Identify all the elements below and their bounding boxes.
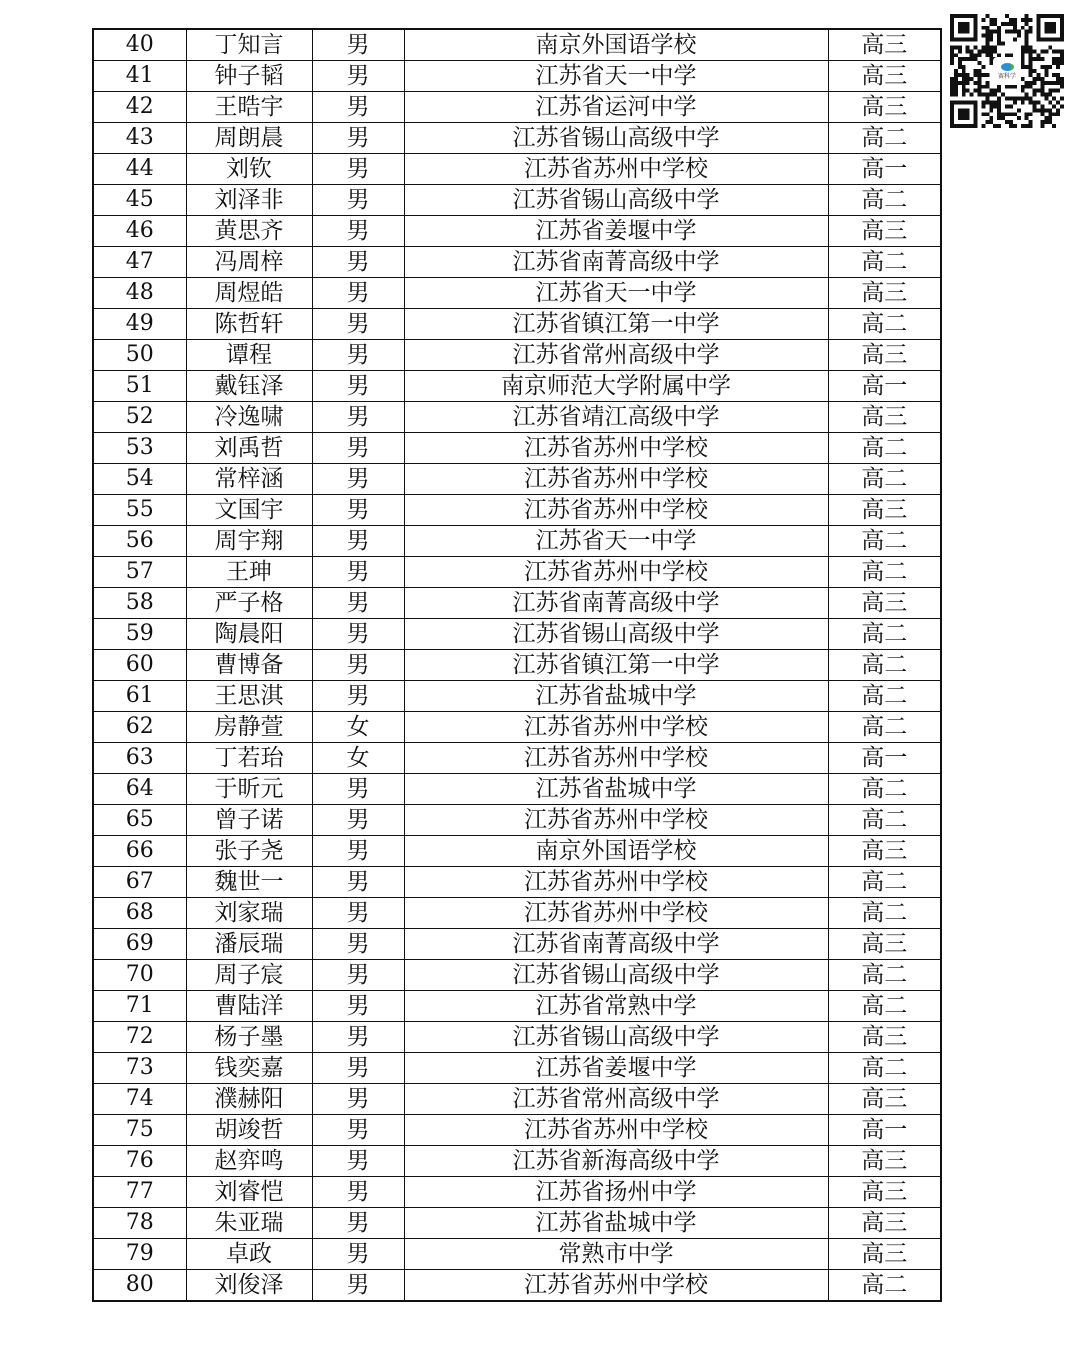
grade-cell: 高三 xyxy=(828,1084,941,1115)
number-cell: 59 xyxy=(93,619,186,650)
gender-cell: 男 xyxy=(312,1022,404,1053)
table-row xyxy=(93,123,941,154)
school-cell: 江苏省苏州中学校 xyxy=(404,712,828,743)
name-cell: 陈哲轩 xyxy=(186,309,312,340)
table-row xyxy=(93,495,941,526)
name-cell: 丁若珆 xyxy=(186,743,312,774)
gender-cell: 男 xyxy=(312,278,404,309)
grade-cell: 高二 xyxy=(828,712,941,743)
grade-cell: 高二 xyxy=(828,960,941,991)
name-cell: 于昕元 xyxy=(186,774,312,805)
gender-cell: 男 xyxy=(312,1146,404,1177)
gender-cell: 男 xyxy=(312,1239,404,1270)
gender-cell: 男 xyxy=(312,123,404,154)
grade-cell: 高三 xyxy=(828,1146,941,1177)
name-cell: 刘睿恺 xyxy=(186,1177,312,1208)
grade-cell: 高二 xyxy=(828,619,941,650)
gender-cell: 男 xyxy=(312,681,404,712)
school-cell: 江苏省镇江第一中学 xyxy=(404,309,828,340)
name-cell: 魏世一 xyxy=(186,867,312,898)
school-cell: 江苏省南菁高级中学 xyxy=(404,588,828,619)
grade-cell: 高三 xyxy=(828,340,941,371)
name-cell: 刘泽非 xyxy=(186,185,312,216)
grade-cell: 高一 xyxy=(828,743,941,774)
number-cell: 72 xyxy=(93,1022,186,1053)
number-cell: 44 xyxy=(93,154,186,185)
number-cell: 75 xyxy=(93,1115,186,1146)
table-row xyxy=(93,309,941,340)
school-cell: 江苏省天一中学 xyxy=(404,526,828,557)
grade-cell: 高二 xyxy=(828,1053,941,1084)
number-cell: 66 xyxy=(93,836,186,867)
name-cell: 文国宇 xyxy=(186,495,312,526)
name-cell: 朱亚瑞 xyxy=(186,1208,312,1239)
name-cell: 冷逸啸 xyxy=(186,402,312,433)
name-cell: 王思淇 xyxy=(186,681,312,712)
table-row xyxy=(93,960,941,991)
table-row xyxy=(93,29,941,61)
name-cell: 丁知言 xyxy=(186,29,312,61)
table-row xyxy=(93,712,941,743)
grade-cell: 高一 xyxy=(828,371,941,402)
gender-cell: 男 xyxy=(312,29,404,61)
name-cell: 王珅 xyxy=(186,557,312,588)
grade-cell: 高三 xyxy=(828,402,941,433)
gender-cell: 男 xyxy=(312,557,404,588)
number-cell: 80 xyxy=(93,1270,186,1302)
gender-cell: 男 xyxy=(312,1115,404,1146)
table-row xyxy=(93,185,941,216)
name-cell: 黄思齐 xyxy=(186,216,312,247)
grade-cell: 高二 xyxy=(828,247,941,278)
number-cell: 47 xyxy=(93,247,186,278)
table-row xyxy=(93,805,941,836)
name-cell: 周朗晨 xyxy=(186,123,312,154)
table-row xyxy=(93,557,941,588)
school-cell: 江苏省常州高级中学 xyxy=(404,1084,828,1115)
number-cell: 45 xyxy=(93,185,186,216)
name-cell: 濮赫阳 xyxy=(186,1084,312,1115)
number-cell: 40 xyxy=(93,29,186,61)
grade-cell: 高二 xyxy=(828,464,941,495)
table-row xyxy=(93,526,941,557)
gender-cell: 女 xyxy=(312,712,404,743)
number-cell: 77 xyxy=(93,1177,186,1208)
number-cell: 46 xyxy=(93,216,186,247)
number-cell: 42 xyxy=(93,92,186,123)
name-cell: 赵弈鸣 xyxy=(186,1146,312,1177)
school-cell: 江苏省姜堰中学 xyxy=(404,216,828,247)
number-cell: 67 xyxy=(93,867,186,898)
number-cell: 57 xyxy=(93,557,186,588)
gender-cell: 男 xyxy=(312,805,404,836)
number-cell: 63 xyxy=(93,743,186,774)
number-cell: 78 xyxy=(93,1208,186,1239)
number-cell: 54 xyxy=(93,464,186,495)
gender-cell: 男 xyxy=(312,774,404,805)
table-row xyxy=(93,774,941,805)
brand-logo-icon xyxy=(1001,63,1014,71)
qr-badge xyxy=(993,57,1021,85)
table-row xyxy=(93,1053,941,1084)
grade-cell: 高一 xyxy=(828,154,941,185)
table-row xyxy=(93,1270,941,1302)
number-cell: 61 xyxy=(93,681,186,712)
number-cell: 43 xyxy=(93,123,186,154)
gender-cell: 男 xyxy=(312,898,404,929)
gender-cell: 男 xyxy=(312,402,404,433)
number-cell: 56 xyxy=(93,526,186,557)
grade-cell: 高三 xyxy=(828,278,941,309)
table-row xyxy=(93,743,941,774)
number-cell: 58 xyxy=(93,588,186,619)
gender-cell: 男 xyxy=(312,495,404,526)
number-cell: 51 xyxy=(93,371,186,402)
gender-cell: 男 xyxy=(312,1084,404,1115)
grade-cell: 高二 xyxy=(828,123,941,154)
grade-cell: 高二 xyxy=(828,805,941,836)
table-row xyxy=(93,278,941,309)
table-row xyxy=(93,619,941,650)
school-cell: 江苏省苏州中学校 xyxy=(404,495,828,526)
grade-cell: 高三 xyxy=(828,92,941,123)
school-cell: 江苏省苏州中学校 xyxy=(404,1270,828,1302)
name-cell: 曹陆洋 xyxy=(186,991,312,1022)
number-cell: 49 xyxy=(93,309,186,340)
gender-cell: 男 xyxy=(312,340,404,371)
number-cell: 50 xyxy=(93,340,186,371)
gender-cell: 男 xyxy=(312,1177,404,1208)
grade-cell: 高二 xyxy=(828,898,941,929)
gender-cell: 男 xyxy=(312,92,404,123)
school-cell: 江苏省苏州中学校 xyxy=(404,805,828,836)
name-cell: 胡竣哲 xyxy=(186,1115,312,1146)
name-cell: 谭程 xyxy=(186,340,312,371)
school-cell: 江苏省苏州中学校 xyxy=(404,743,828,774)
number-cell: 64 xyxy=(93,774,186,805)
table-row xyxy=(93,340,941,371)
grade-cell: 高二 xyxy=(828,309,941,340)
school-cell: 江苏省运河中学 xyxy=(404,92,828,123)
name-cell: 刘家瑞 xyxy=(186,898,312,929)
table-row xyxy=(93,154,941,185)
school-cell: 江苏省新海高级中学 xyxy=(404,1146,828,1177)
school-cell: 江苏省常州高级中学 xyxy=(404,340,828,371)
school-cell: 江苏省南菁高级中学 xyxy=(404,247,828,278)
school-cell: 江苏省苏州中学校 xyxy=(404,1115,828,1146)
name-cell: 刘钦 xyxy=(186,154,312,185)
table-row xyxy=(93,1177,941,1208)
school-cell: 江苏省盐城中学 xyxy=(404,1208,828,1239)
name-cell: 冯周梓 xyxy=(186,247,312,278)
table-row xyxy=(93,1239,941,1270)
gender-cell: 女 xyxy=(312,743,404,774)
grade-cell: 高二 xyxy=(828,991,941,1022)
name-cell: 杨子墨 xyxy=(186,1022,312,1053)
school-cell: 江苏省苏州中学校 xyxy=(404,557,828,588)
name-cell: 戴钰泽 xyxy=(186,371,312,402)
number-cell: 74 xyxy=(93,1084,186,1115)
student-roster-table xyxy=(92,28,942,1302)
school-cell: 江苏省苏州中学校 xyxy=(404,433,828,464)
name-cell: 刘禹哲 xyxy=(186,433,312,464)
number-cell: 73 xyxy=(93,1053,186,1084)
name-cell: 严子格 xyxy=(186,588,312,619)
gender-cell: 男 xyxy=(312,929,404,960)
gender-cell: 男 xyxy=(312,588,404,619)
gender-cell: 男 xyxy=(312,526,404,557)
grade-cell: 高二 xyxy=(828,774,941,805)
gender-cell: 男 xyxy=(312,836,404,867)
gender-cell: 男 xyxy=(312,867,404,898)
school-cell: 南京外国语学校 xyxy=(404,29,828,61)
number-cell: 53 xyxy=(93,433,186,464)
school-cell: 江苏省锡山高级中学 xyxy=(404,123,828,154)
school-cell: 江苏省扬州中学 xyxy=(404,1177,828,1208)
grade-cell: 高二 xyxy=(828,433,941,464)
name-cell: 潘辰瑞 xyxy=(186,929,312,960)
grade-cell: 高三 xyxy=(828,495,941,526)
number-cell: 70 xyxy=(93,960,186,991)
number-cell: 48 xyxy=(93,278,186,309)
name-cell: 曾子诺 xyxy=(186,805,312,836)
name-cell: 周宇翔 xyxy=(186,526,312,557)
name-cell: 曹博备 xyxy=(186,650,312,681)
school-cell: 江苏省南菁高级中学 xyxy=(404,929,828,960)
gender-cell: 男 xyxy=(312,61,404,92)
school-cell: 江苏省锡山高级中学 xyxy=(404,1022,828,1053)
table-row xyxy=(93,61,941,92)
table-row xyxy=(93,650,941,681)
grade-cell: 高三 xyxy=(828,588,941,619)
number-cell: 62 xyxy=(93,712,186,743)
school-cell: 南京外国语学校 xyxy=(404,836,828,867)
school-cell: 江苏省锡山高级中学 xyxy=(404,185,828,216)
school-cell: 南京师范大学附属中学 xyxy=(404,371,828,402)
table-row xyxy=(93,991,941,1022)
gender-cell: 男 xyxy=(312,464,404,495)
school-cell: 常熟市中学 xyxy=(404,1239,828,1270)
number-cell: 55 xyxy=(93,495,186,526)
number-cell: 69 xyxy=(93,929,186,960)
school-cell: 江苏省天一中学 xyxy=(404,61,828,92)
table-row xyxy=(93,1022,941,1053)
table-row xyxy=(93,867,941,898)
gender-cell: 男 xyxy=(312,154,404,185)
name-cell: 周煜皓 xyxy=(186,278,312,309)
grade-cell: 高三 xyxy=(828,1022,941,1053)
table-row xyxy=(93,433,941,464)
qr-badge-label: 赛科学 xyxy=(997,72,1016,80)
grade-cell: 高二 xyxy=(828,867,941,898)
grade-cell: 高二 xyxy=(828,557,941,588)
school-cell: 江苏省苏州中学校 xyxy=(404,898,828,929)
gender-cell: 男 xyxy=(312,960,404,991)
grade-cell: 高二 xyxy=(828,1270,941,1302)
school-cell: 江苏省苏州中学校 xyxy=(404,464,828,495)
gender-cell: 男 xyxy=(312,433,404,464)
table-row xyxy=(93,216,941,247)
number-cell: 79 xyxy=(93,1239,186,1270)
table-row xyxy=(93,92,941,123)
table-row xyxy=(93,1146,941,1177)
school-cell: 江苏省苏州中学校 xyxy=(404,154,828,185)
table-row xyxy=(93,371,941,402)
number-cell: 68 xyxy=(93,898,186,929)
table-row xyxy=(93,898,941,929)
table-row xyxy=(93,681,941,712)
grade-cell: 高三 xyxy=(828,29,941,61)
table-row xyxy=(93,1208,941,1239)
number-cell: 76 xyxy=(93,1146,186,1177)
name-cell: 房静萱 xyxy=(186,712,312,743)
table-row xyxy=(93,836,941,867)
school-cell: 江苏省苏州中学校 xyxy=(404,867,828,898)
gender-cell: 男 xyxy=(312,619,404,650)
grade-cell: 高三 xyxy=(828,1239,941,1270)
name-cell: 卓政 xyxy=(186,1239,312,1270)
table-row xyxy=(93,1115,941,1146)
school-cell: 江苏省姜堰中学 xyxy=(404,1053,828,1084)
name-cell: 张子尧 xyxy=(186,836,312,867)
gender-cell: 男 xyxy=(312,247,404,278)
name-cell: 周子宸 xyxy=(186,960,312,991)
grade-cell: 高三 xyxy=(828,1208,941,1239)
name-cell: 陶晨阳 xyxy=(186,619,312,650)
grade-cell: 高三 xyxy=(828,216,941,247)
gender-cell: 男 xyxy=(312,650,404,681)
table-row xyxy=(93,929,941,960)
gender-cell: 男 xyxy=(312,1053,404,1084)
grade-cell: 高三 xyxy=(828,61,941,92)
gender-cell: 男 xyxy=(312,1270,404,1302)
name-cell: 刘俊泽 xyxy=(186,1270,312,1302)
number-cell: 41 xyxy=(93,61,186,92)
number-cell: 71 xyxy=(93,991,186,1022)
table-row xyxy=(93,464,941,495)
grade-cell: 高三 xyxy=(828,929,941,960)
school-cell: 江苏省靖江高级中学 xyxy=(404,402,828,433)
gender-cell: 男 xyxy=(312,309,404,340)
gender-cell: 男 xyxy=(312,371,404,402)
grade-cell: 高一 xyxy=(828,1115,941,1146)
school-cell: 江苏省镇江第一中学 xyxy=(404,650,828,681)
table-row xyxy=(93,402,941,433)
grade-cell: 高二 xyxy=(828,681,941,712)
gender-cell: 男 xyxy=(312,1208,404,1239)
school-cell: 江苏省锡山高级中学 xyxy=(404,960,828,991)
number-cell: 60 xyxy=(93,650,186,681)
gender-cell: 男 xyxy=(312,991,404,1022)
school-cell: 江苏省盐城中学 xyxy=(404,681,828,712)
roster-body xyxy=(93,29,941,1301)
gender-cell: 男 xyxy=(312,185,404,216)
grade-cell: 高二 xyxy=(828,185,941,216)
grade-cell: 高三 xyxy=(828,836,941,867)
school-cell: 江苏省常熟中学 xyxy=(404,991,828,1022)
table-row xyxy=(93,588,941,619)
name-cell: 钱奕嘉 xyxy=(186,1053,312,1084)
name-cell: 钟子韬 xyxy=(186,61,312,92)
table-row xyxy=(93,247,941,278)
gender-cell: 男 xyxy=(312,216,404,247)
table-row xyxy=(93,1084,941,1115)
number-cell: 65 xyxy=(93,805,186,836)
number-cell: 52 xyxy=(93,402,186,433)
grade-cell: 高三 xyxy=(828,1177,941,1208)
school-cell: 江苏省盐城中学 xyxy=(404,774,828,805)
grade-cell: 高二 xyxy=(828,650,941,681)
name-cell: 常梓涵 xyxy=(186,464,312,495)
school-cell: 江苏省锡山高级中学 xyxy=(404,619,828,650)
grade-cell: 高二 xyxy=(828,526,941,557)
school-cell: 江苏省天一中学 xyxy=(404,278,828,309)
name-cell: 王晧宇 xyxy=(186,92,312,123)
